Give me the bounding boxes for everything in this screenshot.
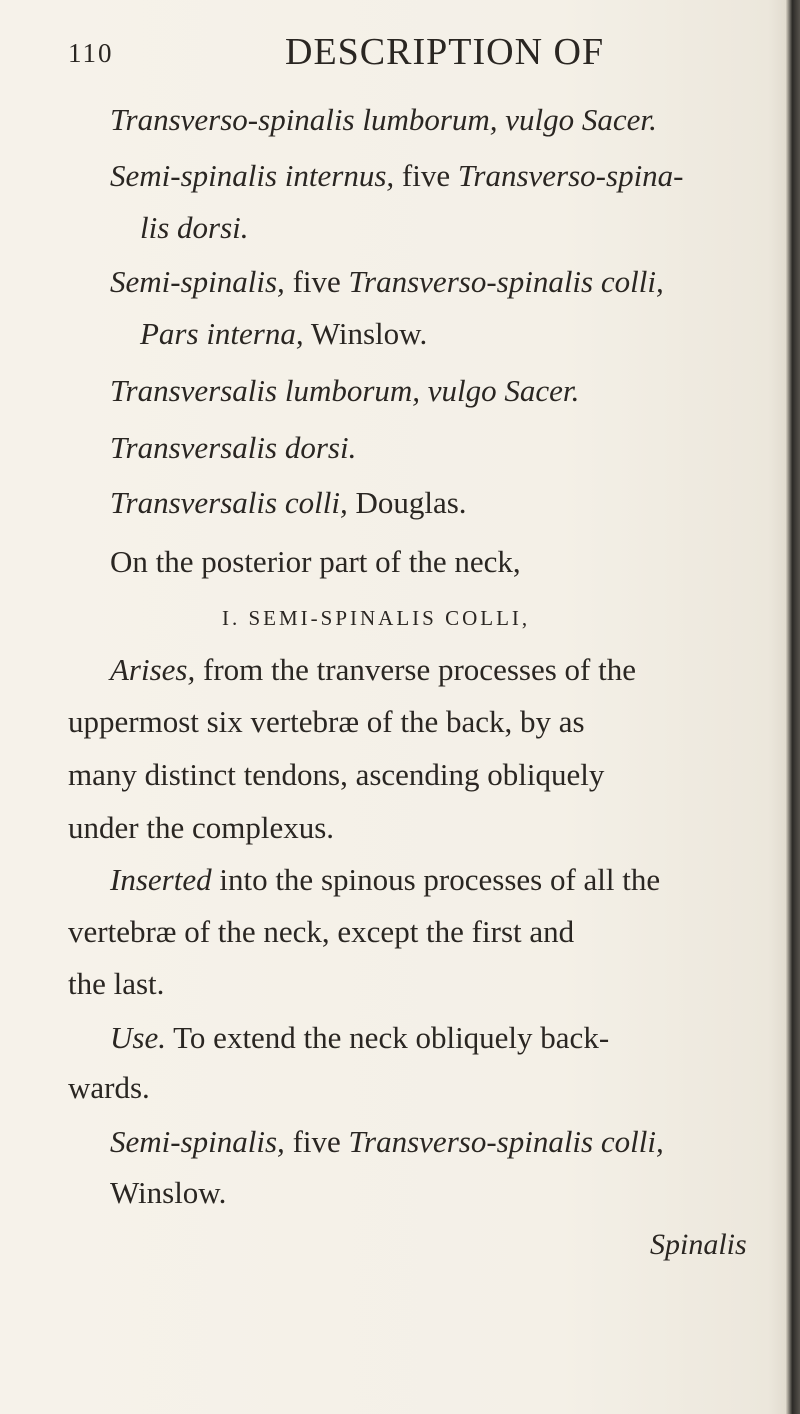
paragraph-text: under the complexus. [68,810,335,845]
text-line-16 [68,914,574,950]
paragraph-text: vertebræ of the neck, except the first and [68,914,575,949]
paragraph-text: into the spinous processes of all the [211,862,661,897]
synonym-text: Transversalis dorsi. [110,430,357,465]
page-number: 110 [68,38,114,68]
synonym-text: Pars interna, [140,316,304,351]
synonym-text: Transverso-spina- [457,158,684,193]
paragraph-text: from the tranverse processes of the [195,652,636,687]
connector-text: five [284,264,349,299]
section-intro [110,544,521,580]
synonym-line-7 [110,430,356,466]
author-name: Douglas. [347,485,467,520]
synonym-line-5 [140,316,427,352]
term-label: Inserted [110,862,212,897]
text-line-15 [110,862,660,898]
text-line-17 [68,966,164,1002]
synonym-line-3 [140,210,249,246]
text-line-20 [110,1124,664,1160]
text-line-19 [68,1070,150,1106]
author-name: Winslow. [303,316,428,351]
text-line-11 [110,652,636,688]
page-header [68,30,728,80]
synonym-line-4 [110,264,664,300]
synonym-line-2 [110,158,684,194]
text-line-14 [68,810,334,846]
text-line-12 [68,704,585,740]
paragraph-text: wards. [68,1070,150,1105]
text-line-13 [68,757,604,793]
synonym-text: Semi-spinalis internus, [110,158,395,193]
paragraph-text: many distinct tendons, ascending obliquely [68,757,605,792]
synonym-text: Transverso-spinalis colli, [348,264,664,299]
text-line-21 [110,1175,226,1211]
synonym-line-1 [110,102,657,138]
synonym-text: Transversalis lumborum, vulgo Sacer. [110,373,580,408]
muscle-heading [222,606,530,631]
term-label: Use. [110,1020,166,1055]
paragraph-text: To extend the neck obliquely back- [165,1020,610,1055]
synonym-text: Transverso-spinalis colli, [348,1124,664,1159]
synonym-text: lis dorsi. [140,210,249,245]
page-edge-shadow [786,0,800,1414]
term-label: Arises, [110,652,196,687]
paragraph-text: the last. [68,966,165,1001]
connector-text: five [284,1124,349,1159]
running-head: DESCRIPTION OF [285,31,605,73]
synonym-text: Semi-spinalis, [110,1124,285,1159]
connector-text: five [394,158,458,193]
author-name: Winslow. [110,1175,227,1210]
paragraph-text: On the posterior part of the neck, [110,544,521,579]
synonym-text: Transverso-spinalis lumborum, vulgo Sacer. [110,102,657,137]
synonym-text: Semi-spinalis, [110,264,285,299]
paragraph-text: uppermost six vertebræ of the back, by as [68,704,585,739]
catchword: Spinalis [650,1228,747,1261]
synonym-line-6 [110,373,579,409]
synonym-line-8 [110,485,467,521]
text-line-18 [110,1020,609,1056]
heading-text: I. SEMI-SPINALIS COLLI, [222,606,531,630]
synonym-text: Transversalis colli, [110,485,348,520]
